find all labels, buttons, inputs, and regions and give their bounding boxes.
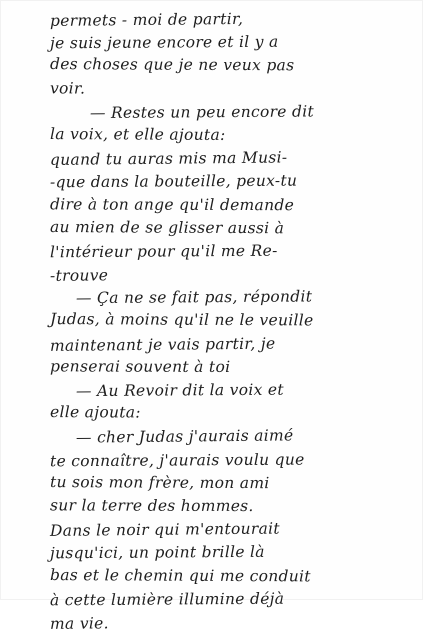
text-line: — Au Revoir dit la voix et xyxy=(75,380,284,401)
text-line: sur la terre des hommes. xyxy=(49,496,254,516)
text-line: -trouve xyxy=(49,266,109,285)
text-line: la voix, et elle ajouta: xyxy=(49,124,226,144)
text-line: à cette lumière illumine déjà xyxy=(49,589,285,609)
text-line: jusqu'ici, un point brille là xyxy=(49,543,265,563)
text-line: -que dans la bouteille, peux-tu xyxy=(49,171,298,192)
text-line: je suis jeune encore et il y a xyxy=(49,32,279,53)
text-line: quand tu auras mis ma Musi- xyxy=(49,148,288,170)
text-line: — cher Judas j'aurais aimé xyxy=(75,426,294,448)
handwritten-text xyxy=(50,8,418,634)
text-line: Judas, à moins qu'il ne le veuille xyxy=(49,310,314,330)
text-line: elle ajouta: xyxy=(49,403,141,422)
text-line: au mien de se glisser aussi à xyxy=(49,217,285,237)
text-line: — Ça ne se fait pas, répondit xyxy=(75,287,313,308)
text-line: l'intérieur pour qu'il me Re- xyxy=(49,241,278,262)
text-line: — Restes un peu encore dit xyxy=(89,102,315,122)
text-line: maintenant je vais partir, je xyxy=(49,334,276,355)
text-line: dire à ton ange qu'il demande xyxy=(49,194,295,214)
text-line: te connaître, j'aurais voulu que xyxy=(49,450,305,470)
text-line: bas et le chemin qui me conduit xyxy=(49,565,311,585)
text-line: voir. xyxy=(49,78,86,98)
text-line: tu sois mon frère, mon ami xyxy=(49,472,270,492)
text-line: Dans le noir qui m'entourait xyxy=(49,519,280,541)
text-line: permets - moi de partir, xyxy=(49,9,244,30)
text-line: des choses que je ne veux pas xyxy=(49,55,295,75)
text-line: penserai souvent à toi xyxy=(49,357,231,376)
text-line: ma vie. xyxy=(49,614,109,633)
